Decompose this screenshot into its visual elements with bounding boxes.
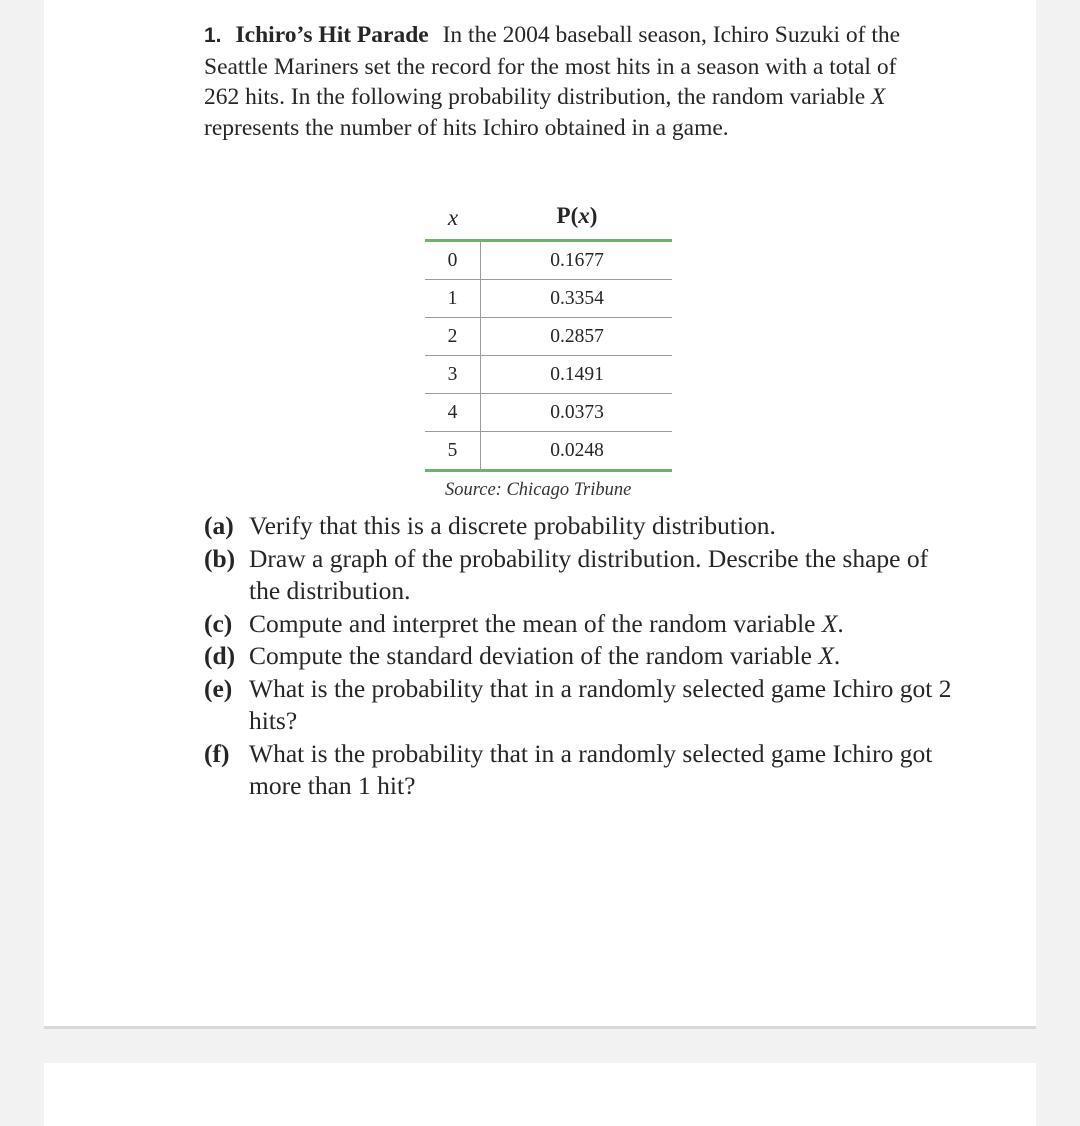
question-text: Verify that this is a discrete probability distribution. xyxy=(249,511,776,540)
question-label: (a) xyxy=(204,511,234,540)
header-px xyxy=(482,203,672,229)
question-variable: X xyxy=(821,608,838,638)
table-row xyxy=(425,280,672,318)
question-label: (d) xyxy=(204,641,236,670)
question-text: What is the probability that in a randomly selected game Ichiro got 2 hits? xyxy=(249,673,952,735)
question-text: Compute and interpret the mean of the random variable xyxy=(249,608,816,638)
cell-x: 2 xyxy=(425,318,481,355)
table-row xyxy=(425,394,672,432)
cell-x: 5 xyxy=(425,432,481,469)
table-header xyxy=(425,195,672,242)
question-f xyxy=(204,738,964,803)
cell-p: 0.3354 xyxy=(550,288,604,309)
question-c xyxy=(204,608,964,641)
table-row xyxy=(425,318,672,356)
problem-variable: X xyxy=(871,84,886,110)
cell-p: 0.0248 xyxy=(550,440,604,461)
problem-text-1: In the 2004 baseball season, Ichiro Suzuki of the Seattle Mariners set the record for the most hits in a season with a total of 262 hits. In the following probability distribution, the random variable xyxy=(204,22,901,110)
problem-number: 1. xyxy=(204,24,222,47)
probability-table xyxy=(425,195,672,472)
table-row xyxy=(425,356,672,394)
table-row xyxy=(425,242,672,280)
header-x: x xyxy=(447,205,459,230)
cell-x: 4 xyxy=(425,394,481,431)
header-px-var: x xyxy=(578,203,590,228)
question-variable: X xyxy=(818,641,834,670)
table-row xyxy=(425,432,672,472)
question-tail: . xyxy=(837,608,844,638)
cell-x: 1 xyxy=(425,280,481,317)
question-label: (f) xyxy=(204,738,230,768)
problem-text-2: represents the number of hits Ichiro obtained in a game. xyxy=(204,114,729,141)
question-text: Draw a graph of the probability distribution. Describe the shape of the distribution. xyxy=(249,543,929,605)
cell-x: 0 xyxy=(425,242,481,279)
question-e xyxy=(204,673,964,738)
question-label: (c) xyxy=(204,608,233,638)
question-label: (b) xyxy=(204,543,236,573)
problem-statement xyxy=(204,20,904,143)
question-label: (e) xyxy=(204,673,233,703)
cell-p: 0.0373 xyxy=(550,402,604,423)
next-card xyxy=(44,1063,1036,1126)
question-d xyxy=(204,640,964,673)
card-divider xyxy=(44,1026,1036,1029)
question-tail: . xyxy=(833,641,841,670)
header-px-close: ) xyxy=(589,203,598,228)
question-list xyxy=(204,510,964,803)
question-text: Compute the standard deviation of the random variable xyxy=(249,641,812,670)
question-a xyxy=(204,510,964,543)
cell-p: 0.1491 xyxy=(550,364,604,385)
question-text: What is the probability that in a randomly selected game Ichiro got more than 1 hit? xyxy=(249,738,933,800)
cell-p: 0.2857 xyxy=(550,326,604,347)
problem-title: Ichiro’s Hit Parade xyxy=(235,22,429,48)
cell-p: 0.1677 xyxy=(550,250,604,271)
cell-x: 3 xyxy=(425,356,481,393)
question-b xyxy=(204,543,964,608)
header-px-open: P( xyxy=(556,203,579,228)
table-source: Source: Chicago Tribune xyxy=(445,480,632,500)
